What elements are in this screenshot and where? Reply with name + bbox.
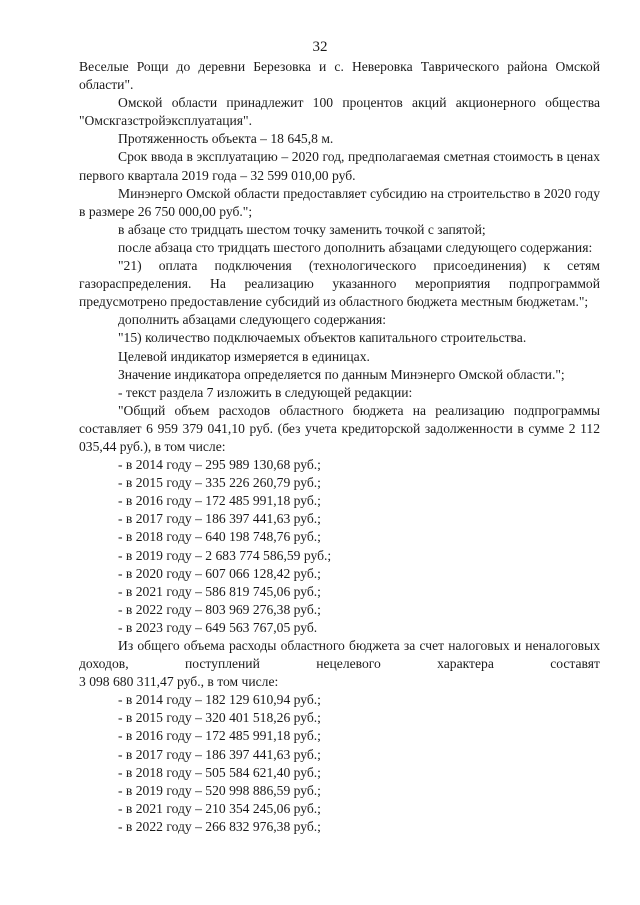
list-item: - в 2016 году – 172 485 991,18 руб.;: [118, 493, 321, 509]
list-item: - в 2022 году – 266 832 976,38 руб.;: [118, 818, 321, 834]
paragraph: 3 098 680 311,47 руб., в том числе:: [79, 674, 279, 690]
list-item: - в 2022 году – 803 969 276,38 руб.;: [118, 601, 321, 617]
list-item: - в 2015 году – 320 401 518,26 руб.;: [118, 710, 321, 726]
paragraph: в абзаце сто тридцать шестом точку заменить точкой с запятой;: [118, 221, 486, 237]
list-item: - в 2018 году – 640 198 748,76 руб.;: [118, 529, 321, 545]
list-item: - в 2017 году – 186 397 441,63 руб.;: [118, 511, 321, 527]
paragraph: - текст раздела 7 изложить в следующей редакции:: [118, 384, 413, 400]
paragraph: Омской области принадлежит 100 процентов акций акционерного общества "Омскгазстройэксплуатация".: [79, 95, 600, 129]
list-item: - в 2014 году – 182 129 610,94 руб.;: [118, 692, 321, 708]
paragraph: после абзаца сто тридцать шестого дополнить абзацами следующего содержания:: [118, 239, 593, 255]
list-item: - в 2015 году – 335 226 260,79 руб.;: [118, 475, 321, 491]
paragraph: Значение индикатора определяется по данным Минэнерго Омской области.";: [118, 366, 565, 382]
list-item: - в 2020 году – 607 066 128,42 руб.;: [118, 565, 321, 581]
list-item: - в 2014 году – 295 989 130,68 руб.;: [118, 457, 321, 473]
list-item: - в 2019 году – 2 683 774 586,59 руб.;: [118, 547, 332, 563]
document-body: [79, 58, 600, 836]
paragraph: "21) оплата подключения (технологического присоединения) к сетям газораспределения. На реализацию указанного мероприятия подпрограммой предусмотрено предоставление субсидий из областного бюджета местным бюджетам.";: [79, 258, 600, 310]
paragraph: Целевой индикатор измеряется в единицах.: [118, 348, 370, 364]
list-item: - в 2016 году – 172 485 991,18 руб.;: [118, 728, 321, 744]
paragraph: Веселые Рощи до деревни Березовка и с. Неверовка Таврического района Омской области".: [79, 59, 600, 93]
page-number: 32: [312, 39, 328, 55]
paragraph: "15) количество подключаемых объектов капитального строительства.: [118, 330, 527, 346]
paragraph: дополнить абзацами следующего содержания:: [118, 312, 387, 328]
list-item: - в 2021 году – 586 819 745,06 руб.;: [118, 583, 321, 599]
paragraph: Протяженность объекта – 18 645,8 м.: [118, 131, 334, 147]
list-item: - в 2019 году – 520 998 886,59 руб.;: [118, 782, 321, 798]
paragraph: Срок ввода в эксплуатацию – 2020 год, предполагаемая сметная стоимость в ценах первого квартала 2019 года – 32 599 010,00 руб.: [79, 149, 600, 183]
list-item: - в 2018 году – 505 584 621,40 руб.;: [118, 764, 321, 780]
paragraph: Из общего объема расходы областного бюджета за счет налоговых и неналоговых доходов, поступлений нецелевого характера составят: [79, 638, 600, 672]
list-item: - в 2023 году – 649 563 767,05 руб.: [118, 619, 318, 635]
list-item: - в 2017 году – 186 397 441,63 руб.;: [118, 746, 321, 762]
paragraph: Минэнерго Омской области предоставляет субсидию на строительство в 2020 году в размере 26 750 000,00 руб.";: [79, 185, 600, 219]
list-item: - в 2021 году – 210 354 245,06 руб.;: [118, 800, 321, 816]
paragraph: "Общий объем расходов областного бюджета на реализацию подпрограммы составляет 6 959 379 041,10 руб. (без учета кредиторской задолженности в сумме 2 112 035,44 руб.), в том числе:: [79, 402, 600, 454]
